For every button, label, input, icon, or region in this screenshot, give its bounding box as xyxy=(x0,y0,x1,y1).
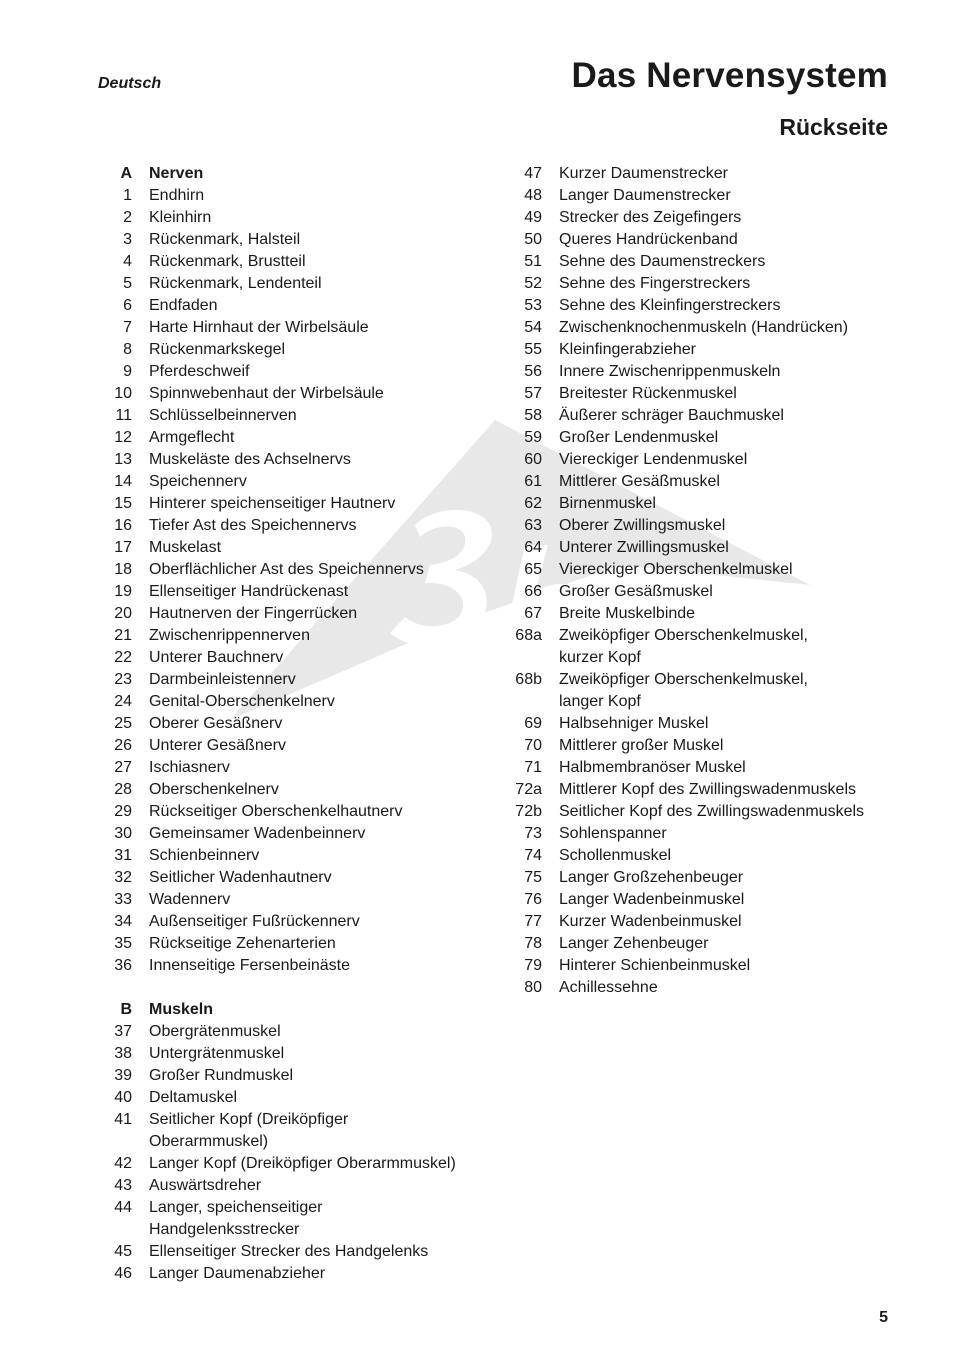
item-label: Sehne des Fingerstreckers xyxy=(559,275,751,292)
list-item xyxy=(508,757,908,779)
list-item xyxy=(508,911,908,933)
item-label: Oberflächlicher Ast des Speichennervs xyxy=(149,561,424,578)
item-label: Hautnerven der Fingerrücken xyxy=(149,605,358,622)
item-label: Unterer Gesäßnerv xyxy=(149,737,286,754)
item-label: Zweiköpfiger Oberschenkelmuskel, xyxy=(559,671,808,688)
list-item xyxy=(98,823,498,845)
list-item xyxy=(508,471,908,493)
item-number: 47 xyxy=(524,165,542,182)
item-number: 68a xyxy=(515,627,542,644)
item-label: Kleinfingerabzieher xyxy=(559,341,696,358)
list-item xyxy=(98,845,498,867)
item-label: Hinterer speichenseitiger Hautnerv xyxy=(149,495,396,512)
list-item xyxy=(508,229,908,251)
item-number: 76 xyxy=(524,891,542,908)
list-item xyxy=(98,713,498,735)
item-number: 21 xyxy=(114,627,132,644)
list-item xyxy=(508,515,908,537)
item-number: 28 xyxy=(114,781,132,798)
item-label: Ellenseitiger Handrückenast xyxy=(149,583,349,600)
item-label: Sehne des Kleinfingerstreckers xyxy=(559,297,781,314)
item-label: Langer Zehenbeuger xyxy=(559,935,709,952)
item-number: 9 xyxy=(123,363,132,380)
item-label: Tiefer Ast des Speichennervs xyxy=(149,517,357,534)
page-subtitle: Rückseite xyxy=(779,114,888,140)
item-number: 18 xyxy=(114,561,132,578)
section-spacer xyxy=(98,977,498,999)
item-label: Mittlerer Kopf des Zwillingswadenmuskels xyxy=(559,781,856,798)
item-number: 7 xyxy=(123,319,132,336)
list-item xyxy=(98,273,498,295)
list-item xyxy=(508,581,908,603)
item-label: Muskelast xyxy=(149,539,222,556)
list-item xyxy=(98,669,498,691)
list-item xyxy=(508,669,908,691)
item-number: 6 xyxy=(123,297,132,314)
list-item xyxy=(508,955,908,977)
item-number: 79 xyxy=(524,957,542,974)
item-number: A xyxy=(120,165,132,182)
item-label: Strecker des Zeigefingers xyxy=(559,209,742,226)
item-label: Langer Wadenbeinmuskel xyxy=(559,891,745,908)
list-item xyxy=(98,229,498,251)
item-number: 16 xyxy=(114,517,132,534)
item-number: 2 xyxy=(123,209,132,226)
item-number: 30 xyxy=(114,825,132,842)
item-number: 11 xyxy=(115,407,132,424)
item-label: Mittlerer großer Muskel xyxy=(559,737,724,754)
item-number xyxy=(508,647,542,669)
item-number: 43 xyxy=(114,1177,132,1194)
item-number: 51 xyxy=(524,253,542,270)
list-item xyxy=(508,273,908,295)
item-label: Muskeln xyxy=(149,1001,214,1018)
item-number: 77 xyxy=(524,913,542,930)
item-label: Großer Rundmuskel xyxy=(149,1067,294,1084)
item-label: Mittlerer Gesäßmuskel xyxy=(559,473,720,490)
item-label: Ellenseitiger Strecker des Handgelenks xyxy=(149,1243,429,1260)
item-label: langer Kopf xyxy=(559,693,641,710)
list-item xyxy=(98,911,498,933)
list-item xyxy=(508,185,908,207)
item-label: Innenseitige Fersenbeinäste xyxy=(149,957,351,974)
item-label: Hinterer Schienbeinmuskel xyxy=(559,957,751,974)
item-label: Handgelenksstrecker xyxy=(149,1221,300,1238)
item-label: Auswärtsdreher xyxy=(149,1177,262,1194)
item-label: Viereckiger Oberschenkelmuskel xyxy=(559,561,793,578)
list-item xyxy=(98,1241,498,1263)
list-item xyxy=(98,1153,498,1175)
item-label: Äußerer schräger Bauchmuskel xyxy=(559,407,784,424)
page-title: Das Nervensystem xyxy=(571,56,888,95)
item-label: Sohlenspanner xyxy=(559,825,667,842)
list-item xyxy=(98,405,498,427)
list-item xyxy=(98,735,498,757)
list-item xyxy=(98,757,498,779)
item-label: Viereckiger Lendenmuskel xyxy=(559,451,748,468)
item-number: 34 xyxy=(114,913,132,930)
item-number: 55 xyxy=(524,341,542,358)
list-item xyxy=(98,801,498,823)
item-number: 67 xyxy=(524,605,542,622)
item-number: 35 xyxy=(114,935,132,952)
list-item xyxy=(508,449,908,471)
item-number: 19 xyxy=(114,583,132,600)
item-label: Schienbeinnerv xyxy=(149,847,260,864)
item-number: 37 xyxy=(114,1023,132,1040)
list-item xyxy=(508,383,908,405)
list-item xyxy=(98,295,498,317)
item-label: Langer Großzehenbeuger xyxy=(559,869,744,886)
item-number: 75 xyxy=(524,869,542,886)
list-item xyxy=(98,559,498,581)
item-number: 52 xyxy=(524,275,542,292)
list-item xyxy=(508,867,908,889)
item-number: 45 xyxy=(114,1243,132,1260)
item-number: 59 xyxy=(524,429,542,446)
item-label: Darmbeinleistennerv xyxy=(149,671,296,688)
item-label: Rückenmark, Lendenteil xyxy=(149,275,322,292)
list-item xyxy=(98,537,498,559)
list-item xyxy=(98,933,498,955)
item-label: Unterer Bauchnerv xyxy=(149,649,284,666)
item-number: 23 xyxy=(114,671,132,688)
item-label: Kleinhirn xyxy=(149,209,212,226)
item-label: Sehne des Daumenstreckers xyxy=(559,253,766,270)
item-label: kurzer Kopf xyxy=(559,649,641,666)
item-label: Oberarmmuskel) xyxy=(149,1133,269,1150)
item-label: Rückenmarkskegel xyxy=(149,341,286,358)
item-label: Außenseitiger Fußrückennerv xyxy=(149,913,360,930)
item-label: Harte Hirnhaut der Wirbelsäule xyxy=(149,319,369,336)
page-number: 5 xyxy=(879,1309,888,1326)
item-label: Großer Lendenmuskel xyxy=(559,429,719,446)
item-number: 57 xyxy=(524,385,542,402)
list-item xyxy=(98,471,498,493)
list-item xyxy=(508,933,908,955)
item-number: 4 xyxy=(123,253,132,270)
item-number: 27 xyxy=(114,759,132,776)
item-label: Queres Handrückenband xyxy=(559,231,738,248)
item-label: Armgeflecht xyxy=(149,429,235,446)
item-label: Rückseitiger Oberschenkelhautnerv xyxy=(149,803,403,820)
list-item xyxy=(98,515,498,537)
item-label: Rückseitige Zehenarterien xyxy=(149,935,336,952)
list-item xyxy=(98,427,498,449)
list-item xyxy=(508,647,908,669)
item-label: Rückenmark, Halsteil xyxy=(149,231,301,248)
list-item xyxy=(98,383,498,405)
item-label: Ischiasnerv xyxy=(149,759,230,776)
list-item xyxy=(508,801,908,823)
item-number: 15 xyxy=(114,495,132,512)
list-item xyxy=(508,427,908,449)
item-label: Schollenmuskel xyxy=(559,847,672,864)
list-item xyxy=(508,207,908,229)
item-label: Speichennerv xyxy=(149,473,247,490)
item-label: Obergrätenmuskel xyxy=(149,1023,281,1040)
item-number: 33 xyxy=(114,891,132,908)
item-number: 31 xyxy=(114,847,132,864)
item-number: 62 xyxy=(524,495,542,512)
list-item xyxy=(98,449,498,471)
item-number: 60 xyxy=(524,451,542,468)
list-item xyxy=(98,1043,498,1065)
list-item xyxy=(98,779,498,801)
item-number: 39 xyxy=(114,1067,132,1084)
item-label: Innere Zwischenrippenmuskeln xyxy=(559,363,781,380)
list-item xyxy=(508,779,908,801)
item-number: 80 xyxy=(524,979,542,996)
item-label: Seitlicher Wadenhautnerv xyxy=(149,869,332,886)
item-number: B xyxy=(120,1001,132,1018)
item-label: Langer Daumenstrecker xyxy=(559,187,731,204)
item-label: Zwischenknochenmuskeln (Handrücken) xyxy=(559,319,849,336)
item-label: Gemeinsamer Wadenbeinnerv xyxy=(149,825,366,842)
item-number: 78 xyxy=(524,935,542,952)
item-label: Wadennerv xyxy=(149,891,231,908)
item-number: 13 xyxy=(114,451,132,468)
item-label: Kurzer Wadenbeinmuskel xyxy=(559,913,742,930)
item-number: 50 xyxy=(524,231,542,248)
item-number: 70 xyxy=(524,737,542,754)
item-label: Achillessehne xyxy=(559,979,658,996)
list-item xyxy=(508,251,908,273)
item-number: 53 xyxy=(524,297,542,314)
item-label: Spinnwebenhaut der Wirbelsäule xyxy=(149,385,384,402)
list-item xyxy=(508,691,908,713)
list-item xyxy=(98,361,498,383)
list-item xyxy=(508,405,908,427)
item-label: Kurzer Daumenstrecker xyxy=(559,165,728,182)
list-item xyxy=(508,537,908,559)
item-number: 17 xyxy=(114,539,132,556)
item-number: 61 xyxy=(524,473,542,490)
list-item xyxy=(508,493,908,515)
item-label: Halbmembranöser Muskel xyxy=(559,759,746,776)
item-label: Endhirn xyxy=(149,187,205,204)
item-number: 46 xyxy=(114,1265,132,1282)
item-number: 12 xyxy=(114,429,132,446)
item-label: Langer, speichenseitiger xyxy=(149,1199,323,1216)
item-number: 20 xyxy=(114,605,132,622)
item-number: 24 xyxy=(114,693,132,710)
language-label: Deutsch xyxy=(98,75,162,92)
section-heading xyxy=(98,163,498,185)
item-label: Deltamuskel xyxy=(149,1089,238,1106)
list-item xyxy=(98,1131,498,1153)
item-number xyxy=(508,691,542,713)
list-item xyxy=(98,1263,498,1285)
list-item xyxy=(98,647,498,669)
list-item xyxy=(98,625,498,647)
list-item xyxy=(98,339,498,361)
item-number: 48 xyxy=(524,187,542,204)
list-item xyxy=(508,713,908,735)
item-label: Breitester Rückenmuskel xyxy=(559,385,737,402)
item-label: Breite Muskelbinde xyxy=(559,605,696,622)
list-item xyxy=(508,295,908,317)
item-number: 40 xyxy=(114,1089,132,1106)
list-item xyxy=(98,603,498,625)
item-label: Genital-Oberschenkelnerv xyxy=(149,693,335,710)
item-label: Unterer Zwillingsmuskel xyxy=(559,539,729,556)
item-number: 63 xyxy=(524,517,542,534)
list-item xyxy=(508,735,908,757)
item-number: 71 xyxy=(524,759,542,776)
item-number: 22 xyxy=(114,649,132,666)
item-number: 64 xyxy=(524,539,542,556)
item-label: Halbsehniger Muskel xyxy=(559,715,709,732)
right-column xyxy=(508,163,908,999)
item-number: 74 xyxy=(524,847,542,864)
list-item xyxy=(98,691,498,713)
list-item xyxy=(98,185,498,207)
item-number: 44 xyxy=(114,1199,132,1216)
item-number: 72b xyxy=(515,803,542,820)
item-number: 49 xyxy=(524,209,542,226)
item-label: Rückenmark, Brustteil xyxy=(149,253,306,270)
list-item xyxy=(98,251,498,273)
list-item xyxy=(98,493,498,515)
list-item xyxy=(98,1197,498,1219)
list-item xyxy=(508,163,908,185)
item-number: 58 xyxy=(524,407,542,424)
item-label: Langer Kopf (Dreiköpfiger Oberarmmuskel) xyxy=(149,1155,456,1172)
item-number: 42 xyxy=(114,1155,132,1172)
item-number: 3 xyxy=(123,231,132,248)
item-number: 25 xyxy=(114,715,132,732)
item-number: 8 xyxy=(123,341,132,358)
item-label: Schlüsselbeinnerven xyxy=(149,407,297,424)
item-label: Großer Gesäßmuskel xyxy=(559,583,713,600)
item-label: Oberer Zwillingsmuskel xyxy=(559,517,726,534)
item-label: Pferdeschweif xyxy=(149,363,250,380)
list-item xyxy=(98,955,498,977)
item-label: Muskeläste des Achselnervs xyxy=(149,451,351,468)
item-number: 68b xyxy=(515,671,542,688)
list-item xyxy=(98,1087,498,1109)
list-item xyxy=(508,625,908,647)
item-number: 72a xyxy=(515,781,542,798)
list-item xyxy=(98,207,498,229)
list-item xyxy=(98,867,498,889)
item-label: Seitlicher Kopf des Zwillingswadenmuskels xyxy=(559,803,865,820)
item-label: Zwischenrippennerven xyxy=(149,627,310,644)
item-number: 32 xyxy=(114,869,132,886)
item-number: 5 xyxy=(123,275,132,292)
item-number: 36 xyxy=(114,957,132,974)
item-label: Endfaden xyxy=(149,297,218,314)
list-item xyxy=(508,361,908,383)
list-item xyxy=(508,339,908,361)
section-heading xyxy=(98,999,498,1021)
item-number: 65 xyxy=(524,561,542,578)
list-item xyxy=(98,1065,498,1087)
item-label: Oberer Gesäßnerv xyxy=(149,715,283,732)
item-label: Birnenmuskel xyxy=(559,495,656,512)
list-item xyxy=(508,977,908,999)
list-item xyxy=(98,1175,498,1197)
item-number: 1 xyxy=(123,187,132,204)
list-item xyxy=(98,889,498,911)
item-label: Untergrätenmuskel xyxy=(149,1045,285,1062)
item-label: Oberschenkelnerv xyxy=(149,781,279,798)
list-item xyxy=(508,845,908,867)
item-label: Nerven xyxy=(149,165,204,182)
list-item xyxy=(508,603,908,625)
item-number: 29 xyxy=(114,803,132,820)
left-column xyxy=(98,163,498,1285)
list-item xyxy=(98,1109,498,1131)
item-number xyxy=(98,1219,132,1241)
list-item xyxy=(98,1219,498,1241)
list-item xyxy=(98,581,498,603)
item-number: 66 xyxy=(524,583,542,600)
list-item xyxy=(508,559,908,581)
list-item xyxy=(98,317,498,339)
list-item xyxy=(508,317,908,339)
item-number: 41 xyxy=(114,1111,132,1128)
list-item xyxy=(98,1021,498,1043)
list-item xyxy=(508,889,908,911)
item-number: 69 xyxy=(524,715,542,732)
item-label: Langer Daumenabzieher xyxy=(149,1265,326,1282)
item-label: Seitlicher Kopf (Dreiköpfiger xyxy=(149,1111,349,1128)
item-number: 26 xyxy=(114,737,132,754)
item-number: 73 xyxy=(524,825,542,842)
item-number: 14 xyxy=(114,473,132,490)
item-number: 54 xyxy=(524,319,542,336)
item-number: 10 xyxy=(114,385,132,402)
item-number xyxy=(98,1131,132,1153)
item-number: 56 xyxy=(524,363,542,380)
item-number: 38 xyxy=(114,1045,132,1062)
item-label: Zweiköpfiger Oberschenkelmuskel, xyxy=(559,627,808,644)
list-item xyxy=(508,823,908,845)
